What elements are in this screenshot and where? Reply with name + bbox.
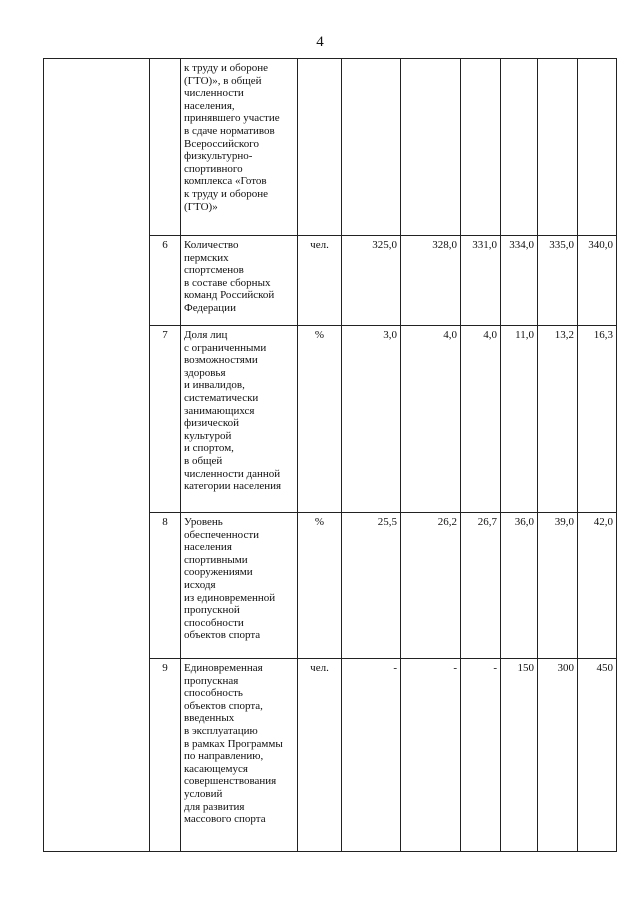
indicator-name xyxy=(181,326,298,513)
value-cell: 334,0 xyxy=(501,236,538,326)
value-cell: 331,0 xyxy=(461,236,501,326)
unit-cell: % xyxy=(298,326,342,513)
value-cell: 11,0 xyxy=(501,326,538,513)
value-cell: 450 xyxy=(578,659,617,852)
value-cell xyxy=(342,59,401,236)
value-cell xyxy=(538,59,578,236)
indicator-name-text: Единовременная пропускная способность объектов спорта, введенных в эксплуатацию в рамках Программы по направлению, касающемуся совершенствования условий для развития массового спорта xyxy=(184,662,283,826)
indicator-name-text: к труду и обороне (ГТО)», в общей численности населения, принявшего участие в сдаче нормативов Всероссийского физкультурно- спортивного комплекса «Готов к труду и обороне (ГТО)» xyxy=(184,62,280,213)
indicator-name-text: Количество пермских спортсменов в составе сборных команд Российской Федерации xyxy=(184,239,275,314)
unit-cell: % xyxy=(298,513,342,659)
value-cell xyxy=(578,59,617,236)
row-number: 7 xyxy=(150,326,181,513)
value-cell: 340,0 xyxy=(578,236,617,326)
value-cell: 39,0 xyxy=(538,513,578,659)
value-cell: 3,0 xyxy=(342,326,401,513)
value-cell: 150 xyxy=(501,659,538,852)
value-cell xyxy=(501,59,538,236)
value-cell: - xyxy=(461,659,501,852)
indicators-table xyxy=(43,58,617,852)
value-cell: 42,0 xyxy=(578,513,617,659)
indicator-name-text: Уровень обеспеченности населения спортивными сооружениями исходя из единовременной пропускной способности объектов спорта xyxy=(184,516,276,642)
value-cell: 16,3 xyxy=(578,326,617,513)
row-number: 8 xyxy=(150,513,181,659)
indicator-name-text: Доля лиц с ограниченными возможностями здоровья и инвалидов, систематически занимающихся физической культурой и спортом, в общей численности данной категории населения xyxy=(184,329,282,493)
row-number xyxy=(150,59,181,236)
unit-cell: чел. xyxy=(298,236,342,326)
value-cell: 13,2 xyxy=(538,326,578,513)
value-cell: 4,0 xyxy=(401,326,461,513)
row-number: 9 xyxy=(150,659,181,852)
table-row xyxy=(44,59,617,236)
unit-cell: чел. xyxy=(298,659,342,852)
row-number: 6 xyxy=(150,236,181,326)
indicator-name xyxy=(181,513,298,659)
merged-left-cell xyxy=(44,59,150,852)
value-cell: 26,7 xyxy=(461,513,501,659)
value-cell: 36,0 xyxy=(501,513,538,659)
indicator-name xyxy=(181,236,298,326)
unit-cell xyxy=(298,59,342,236)
value-cell: 26,2 xyxy=(401,513,461,659)
indicator-name xyxy=(181,59,298,236)
page-number: 4 xyxy=(316,34,324,50)
value-cell: 4,0 xyxy=(461,326,501,513)
value-cell: 328,0 xyxy=(401,236,461,326)
value-cell: 335,0 xyxy=(538,236,578,326)
value-cell xyxy=(461,59,501,236)
value-cell: - xyxy=(401,659,461,852)
value-cell: 325,0 xyxy=(342,236,401,326)
indicator-name xyxy=(181,659,298,852)
value-cell: 300 xyxy=(538,659,578,852)
value-cell: 25,5 xyxy=(342,513,401,659)
value-cell xyxy=(401,59,461,236)
value-cell: - xyxy=(342,659,401,852)
